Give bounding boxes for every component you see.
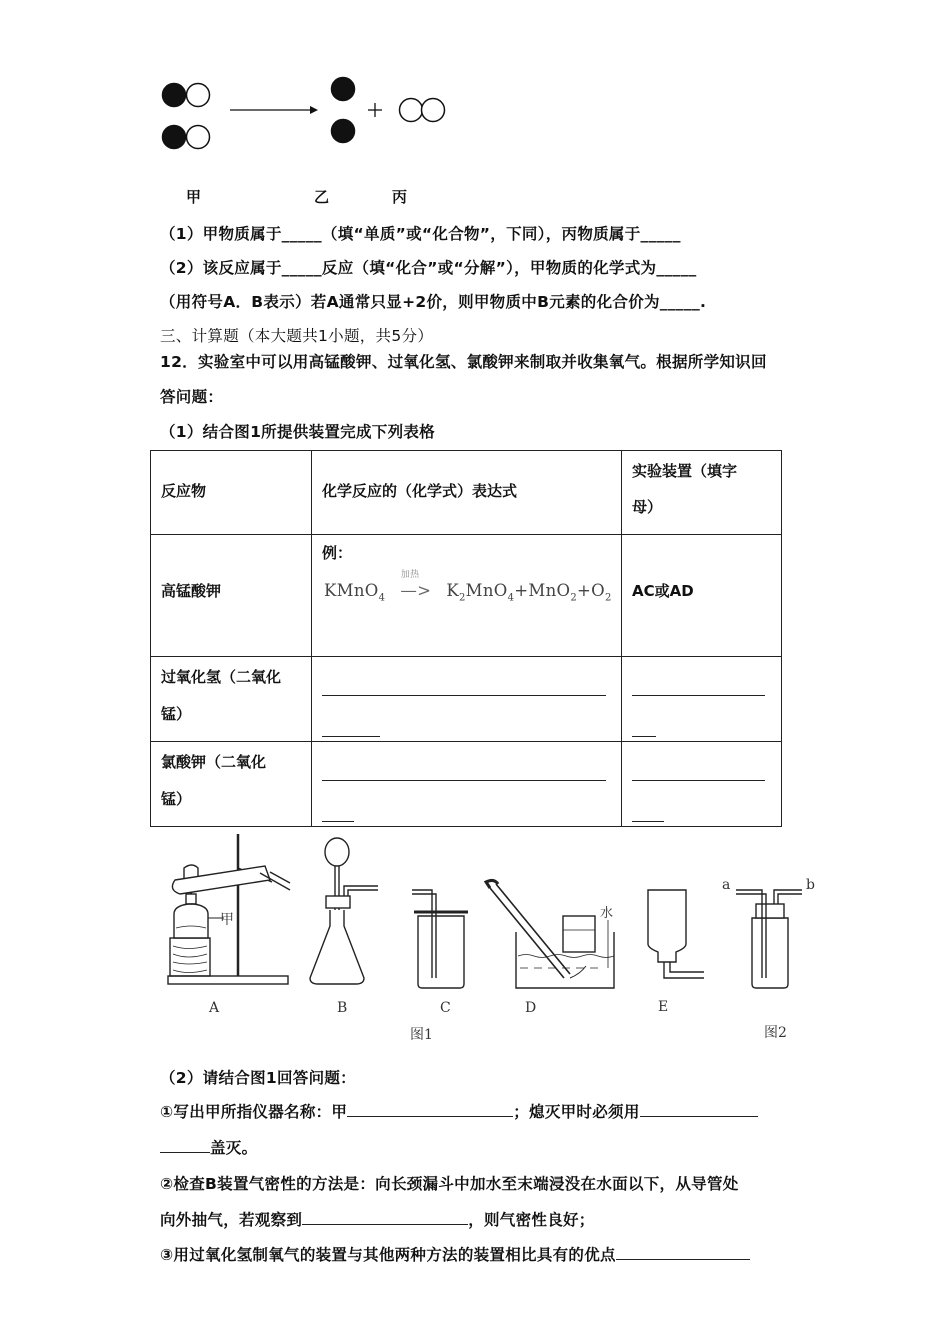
part-2-intro: （2）请结合图1回答问题： xyxy=(160,1069,356,1087)
molecule-yi-bottom-atom xyxy=(332,120,355,143)
row-kclo3-formula-cell xyxy=(312,742,622,827)
header-reactant-cell: 反应物 xyxy=(151,451,312,535)
molecule-label-bing: 丙 xyxy=(392,188,408,206)
kclo3-device-blank-1[interactable] xyxy=(632,764,765,781)
question-2-1-line-cont: 盖灭。 xyxy=(160,1136,257,1158)
molecule-label-yi: 乙 xyxy=(314,188,330,206)
kclo3-device-blank-2[interactable] xyxy=(632,805,664,822)
advantage-blank[interactable] xyxy=(616,1243,750,1260)
figure-2-caption: 图2 xyxy=(764,1025,787,1041)
question-2-2-line-1: ②检查B装置气密性的方法是：向长颈漏斗中加水至末端浸没在水面以下，从导管处 xyxy=(160,1175,739,1193)
molecule-bing-left-atom xyxy=(400,99,423,122)
section-3-heading: 三、计算题（本大题共1小题，共5分） xyxy=(160,327,434,345)
header-formula-cell: 化学反应的（化学式）表达式 xyxy=(312,451,622,535)
alcohol-lamp xyxy=(174,904,208,938)
h2o2-device-blank-1[interactable] xyxy=(632,679,765,696)
molecule-jia-top-black-atom xyxy=(163,84,186,107)
funnel-bulb xyxy=(325,838,349,866)
apparatus-fig2-bottle xyxy=(736,890,802,988)
h2o2-formula-blank-2[interactable] xyxy=(322,720,380,737)
kclo3-formula-blank-2[interactable] xyxy=(322,805,354,822)
extinguish-tool-blank-cont[interactable] xyxy=(160,1136,210,1153)
question-3-line: （用符号A．B表示）若A通常只显+2价，则甲物质中B元素的化合价为_____. xyxy=(160,293,707,311)
label-water: 水 xyxy=(600,906,614,921)
airtightness-observation-blank[interactable] xyxy=(302,1208,468,1225)
question-12-part-1: （1）结合图1所提供装置完成下列表格 xyxy=(160,423,435,441)
kmno4-decomposition-equation: KMnO$_4$ 加热 —> $K_2MnO_4+MnO_2+O_2$ xyxy=(324,570,612,604)
molecule-bing-right-atom xyxy=(422,99,445,122)
h2o2-device-blank-2[interactable] xyxy=(632,720,656,737)
extinguish-tool-blank[interactable] xyxy=(640,1100,758,1117)
label-apparatus-e: E xyxy=(658,999,669,1015)
label-port-b: b xyxy=(806,877,815,893)
label-apparatus-d: D xyxy=(525,1000,537,1016)
molecule-jia-bottom-white-atom xyxy=(187,126,210,149)
apparatus-b xyxy=(310,838,378,984)
label-apparatus-b: B xyxy=(337,1000,348,1016)
figure-1-caption: 图1 xyxy=(410,1027,433,1043)
molecule-yi-top-atom xyxy=(332,78,355,101)
question-2-3-line: ③用过氧化氢制氧气的装置与其他两种方法的装置相比具有的优点 xyxy=(160,1243,750,1265)
label-apparatus-c: C xyxy=(440,1000,451,1016)
molecule-jia-bottom-black-atom xyxy=(163,126,186,149)
apparatus-c xyxy=(412,890,468,988)
instrument-name-blank[interactable] xyxy=(347,1100,513,1117)
question-2-2-line-2: 向外抽气，若观察到 ，则气密性良好； xyxy=(160,1208,595,1230)
row-kmno4-formula-cell: 例： KMnO$_4$ 加热 —> $K_2MnO_4+MnO_2+O_2$ xyxy=(312,535,622,657)
molecule-label-jia: 甲 xyxy=(186,188,202,206)
label-jia-lamp: 甲 xyxy=(220,912,234,928)
label-port-a: a xyxy=(722,877,731,893)
label-apparatus-a: A xyxy=(209,1000,220,1016)
h2o2-formula-blank-1[interactable] xyxy=(322,679,606,696)
oxygen-preparation-table xyxy=(150,450,782,827)
row-h2o2-device-cell xyxy=(622,657,782,742)
apparatus-e xyxy=(648,890,704,978)
row-kclo3-reactant-cell: 氯酸钾（二氧化 锰） xyxy=(151,742,312,827)
row-h2o2-reactant-cell: 过氧化氢（二氧化 锰） xyxy=(151,657,312,742)
kclo3-formula-blank-1[interactable] xyxy=(322,764,606,781)
row-h2o2-formula-cell xyxy=(312,657,622,742)
question-1-line: （1）甲物质属于_____（填“单质”或“化合物”，下同），丙物质属于_____ xyxy=(160,225,681,243)
apparatus-figure xyxy=(150,828,830,1048)
reaction-molecule-diagram xyxy=(150,70,470,180)
question-12-line-1: 12．实验室中可以用高锰酸钾、过氧化氢、氯酸钾来制取并收集氧气。根据所学知识回 xyxy=(160,353,767,371)
row-kmno4-reactant-cell: 高锰酸钾 xyxy=(151,535,312,657)
apparatus-d xyxy=(486,880,614,988)
row-kmno4-device-cell: AC或AD xyxy=(622,535,782,657)
question-12-line-2: 答问题： xyxy=(160,388,224,406)
question-2-1-line: ①写出甲所指仪器名称：甲 ；熄灭甲时必须用 xyxy=(160,1100,758,1122)
question-2-line: （2）该反应属于_____反应（填“化合”或“分解”），甲物质的化学式为_____ xyxy=(160,259,697,277)
header-device-cell: 实验装置（填字 母） xyxy=(622,451,782,535)
molecule-jia-top-white-atom xyxy=(187,84,210,107)
row-kclo3-device-cell xyxy=(622,742,782,827)
